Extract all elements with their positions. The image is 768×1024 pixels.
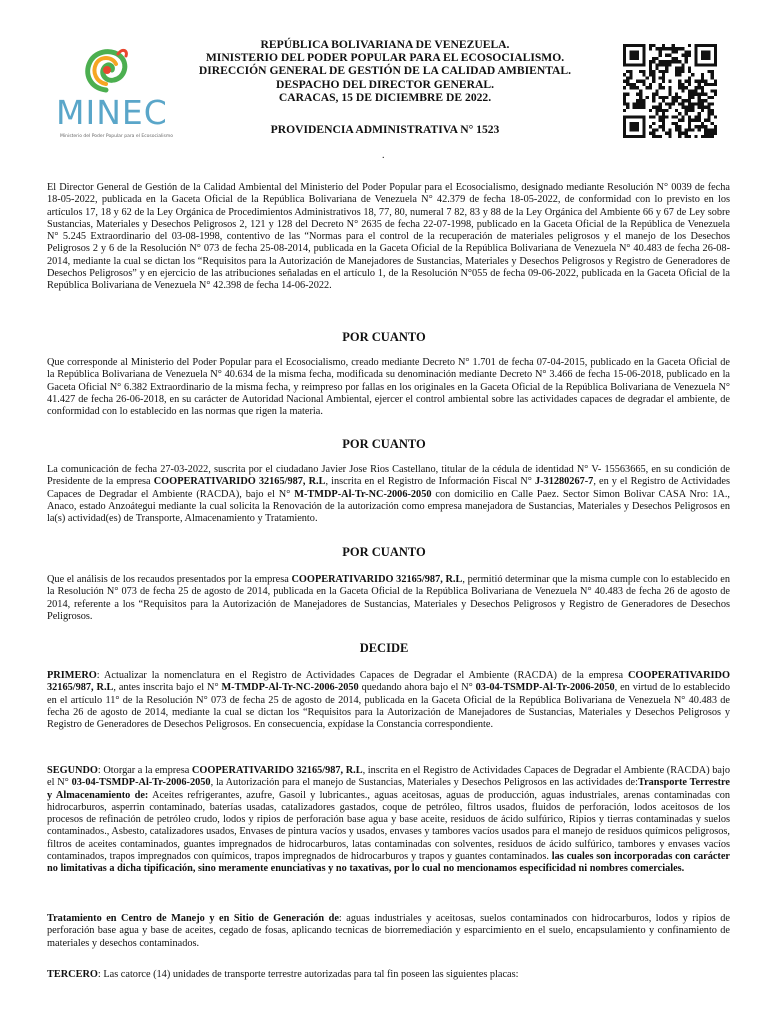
letterhead (160, 38, 610, 104)
tercero-paragraph: TERCERO: Las catorce (14) unidades de transporte terrestre autorizadas para tal fin poseen las siguientes placas: (47, 969, 519, 980)
rif-number: J-31280267-7 (534, 476, 594, 488)
por-cuanto-heading-3: POR CUANTO (342, 545, 426, 559)
por-cuanto-paragraph-2: La comunicación de fecha 27-03-2022, suscrita por el ciudadano Javier Jose Rios Castellano, titular de la cédula de identidad N° V- 15563665, en su condición de Presidente de la empresa COOPERATIVARIDO 32165/987, R.L, inscrita en el Registro de Información Fiscal N° J-31280267-7, en y el Registro de Actividades Capaces de Degradar el Ambiente (RACDA), bajo el N° M-TMDP-Al-Tr-NC-2006-2050 con domicilio en Calle Paez. Sector Simon Bolivar CASA Nro: 1A., Anaco, estado Anzoátegui mediante la cual solicita la Renovación de la autorización como empresa manejadora de Sustancias, Materiales y Desechos Peligrosos en la(s) actividad(es) de Transporte, Almacenamiento y Tratamiento. (47, 464, 730, 525)
tercero-label: TERCERO (47, 969, 98, 980)
primero-label: PRIMERO (47, 670, 97, 681)
header-line: DIRECCIÓN GENERAL DE GESTIÓN DE LA CALIDAD AMBIENTAL. (198, 64, 572, 78)
header-line: MINISTERIO DEL PODER POPULAR PARA EL ECOSOCIALISMO. (205, 51, 565, 65)
intro-paragraph: El Director General de Gestión de la Calidad Ambiental del Ministerio del Poder Popular para el Ecosocialismo, designado mediante Resolución N° 0039 de fecha 18-05-2022, publicada en la Gaceta Oficial de la República Bolivariana de Venezuela N° 42.379 de fecha 18-05-2022, de conformidad con lo previsto en los artículos 17, 18 y 62 de la Ley Orgánica de Procedimientos Administrativos 18, 77, 80, numeral 7 82, 83 y 88 de la Ley Orgánica del Ambiente 66 y 67 de Ley sobre Sustancias, Materiales y Desechos Peligrosos 2, 121 y 128 del Decreto N° 2635 de fecha 22-07-1998, publicado en la Gaceta Oficial de la República de Venezuela N° 5.245 Extraordinario del 03-08-1998, contentivo de las “Normas para el control de la recuperación de materiales peligrosos y el manejo de los Desechos Peligrosos 2 y 6 de la Resolución N° 073 de fecha 25-08-2014, publicada en la Gaceta Oficial de la República Bolivariana de Venezuela N° 40.483 de fecha 26-08-2014, mediante la cual se dictan los “Requisitos para la Autorización de Manejadores de Sustancias, Materiales y Desechos Peligrosos y Registro de Generadores de Desechos Peligrosos” y en ejercicio de las atribuciones señaladas en el artículo 1, de la Resolución N°055 de fecha 09-06-2022, publicada en la Gaceta Oficial de la República Bolivariana de Venezuela N° 42.398 de fecha 14-06-2022. (47, 182, 730, 292)
minec-logo (56, 44, 173, 148)
spiral-logo-icon (82, 44, 130, 94)
providencia-title: PROVIDENCIA ADMINISTRATIVA N° 1523 (270, 123, 500, 136)
racda-code: 03-04-TSMDP-Al-Tr-2006-2050 (71, 777, 211, 789)
segundo-paragraph: SEGUNDO: Otorgar a la empresa COOPERATIVARIDO 32165/987, R.L, inscrita en el Registro de Actividades Capaces de Degradar el Ambiente (RACDA) bajo el N° 03-04-TSMDP-Al-Tr-2006-2050, la Autorización para el manejo de Sustancias, Materiales y Desechos Peligrosos en las actividades de:Transporte Terrestre y Almacenamiento de: Aceites refrigerantes, azufre, Gasoil y lubricantes., aguas aceitosas, aguas de producción, aguas industriales, arenas contaminadas con hidrocarburos, asperrin contaminado, baterías usadas, catalizadores gastados, coque de petróleo, filtros usados, fluidos de perforación, lodos aceitosos de los procesos de refinación de petróleo crudo, lodos y ripios de perforación base agua y base aceite, residuos de ácido sulfúrico, Ripios y tierras contaminadas y suelos contaminados., Asbesto, catalizadores usados, Envases de pintura vacíos y usados, envases y tambores vacíos usados para el manejo de residuos químicos peligrosos, filtros de aceites contaminados, guantes impregnados de hidrocarburos, latas contaminadas con solventes, residuos de ácido sulfúrico, tambores y envases vacíos contaminados, trapos impregnados con químicos, trapos impregnados de hidrocarburos y trapos y guantes contaminados. las cuales son incorporadas con carácter no limitativas a dicha tipificación, sino meramente enunciativas y no taxativas, por lo cual no mencionamos especificidad ni nombres comerciales. (47, 765, 731, 875)
logo-subtitle: Ministerio del Poder Popular para el Ecosocialismo (60, 134, 173, 139)
por-cuanto-paragraph-3: Que el análisis de los recaudos presentados por la empresa COOPERATIVARIDO 32165/987, R.L, permitió determinar que la misma cumple con lo establecido en la Resolución N° 073 de fecha 25 de agosto de 2014, publicada en la Gaceta Oficial de la República Bolivariana de Venezuela N° 40.483 de fecha 26 de agosto de 2014, referente a los “Requisitos para la Autorización de Manejadores de Sustancias, Materiales y Desechos Peligrosos y Registro de Generadores de Desechos Peligrosos. (47, 574, 730, 622)
por-cuanto-heading-2: POR CUANTO (342, 437, 426, 451)
tratamiento-label: Tratamiento en Centro de Manejo y en Sitio de Generación de (47, 913, 339, 924)
header-line: CARACAS, 15 DE DICIEMBRE DE 2022. (278, 90, 492, 104)
company-name: COOPERATIVARIDO 32165/987, R.L (47, 670, 730, 694)
company-name: COOPERATIVARIDO 32165/987, R.L (191, 765, 363, 776)
header-line: REPÚBLICA BOLIVARIANA DE VENEZUELA. (260, 38, 510, 51)
segundo-label: SEGUNDO (47, 765, 98, 776)
company-name: COOPERATIVARIDO 32165/987, R.L (153, 476, 326, 488)
decide-heading: DECIDE (359, 641, 409, 655)
tratamiento-paragraph: Tratamiento en Centro de Manejo y en Sitio de Generación de: aguas industriales y aceitosas, suelos contaminados con hidrocarburos, lodos y ripios de perforación base agua y base de aceites, cegado de fosas, aplicando tecnicas de biorremediación y esparcimiento en el suelo, encapsulamiento y confinamiento de materiales y desechos contaminados. (47, 913, 730, 949)
primero-paragraph: PRIMERO: Actualizar la nomenclatura en el Registro de Actividades Capaces de Degradar el Ambiente (RACDA) de la empresa COOPERATIVARIDO 32165/987, R.L, antes inscrita bajo el N° M-TMDP-Al-Tr-NC-2006-2050 quedando ahora bajo el N° 03-04-TSMDP-Al-Tr-2006-2050, en virtud de lo establecido en el artículo 11° de la Resolución N° 073 de fecha 25 de agosto de 2014, publicada en la Gaceta Oficial de la República Bolivariana de Venezuela N° 40.483 de fecha 26 de agosto de 2014, mediante la cual se dictan los “Requisitos para la Autorización de Manejadores de Sustancias, Materiales y Desechos Peligrosos y Registro de Generadores de Desechos Peligrosos. En consecuencia, expídase la Constancia correspondiente. (47, 670, 730, 731)
header-line: DESPACHO DEL DIRECTOR GENERAL. (276, 77, 494, 91)
old-racda-code: M-TMDP-Al-Tr-NC-2006-2050 (221, 682, 359, 694)
new-racda-code: 03-04-TSMDP-Al-Tr-2006-2050 (475, 682, 615, 694)
racda-code: M-TMDP-Al-Tr-NC-2006-2050 (294, 488, 432, 500)
non-limiting-note: las cuales son incorporadas con carácter no limitativas a dicha tipificación, sino meramente enunciativas y no taxativas, por lo cual no mencionamos especificidad ni nombres comerciales. (47, 851, 730, 875)
por-cuanto-paragraph-1: Que corresponde al Ministerio del Poder Popular para el Ecosocialismo, creado mediante Decreto N° 1.701 de fecha 07-04-2015, publicado en la Gaceta Oficial de la República Bolivariana de Venezuela N° 40.634 de la misma fecha, modificada su denominación mediante Decreto N° 3.466 de fecha 15-06-2018, publicado en la Gaceta Oficial N° 6.382 Extraordinario de la misma fecha, y reimpreso por fallas en los originales en la Gaceta Oficial de la República Bolivariana de Venezuela N° 41.427 de fecha 26-06-2018, en su carácter de Autoridad Nacional Ambiental, ejercer el control ambiental sobre las actividades capaces de degradar el ambiente, de conformidad con lo establecido en las normas que rigen la materia. (47, 357, 730, 418)
separator-dot: . (382, 150, 385, 161)
logo-name: MINEC (56, 93, 168, 132)
qr-code-icon (623, 44, 717, 138)
activity-label: Transporte Terrestre y Almacenamiento de: (47, 777, 731, 801)
company-name: COOPERATIVARIDO 32165/987, R.L (291, 574, 463, 585)
por-cuanto-heading-1: POR CUANTO (342, 330, 426, 344)
